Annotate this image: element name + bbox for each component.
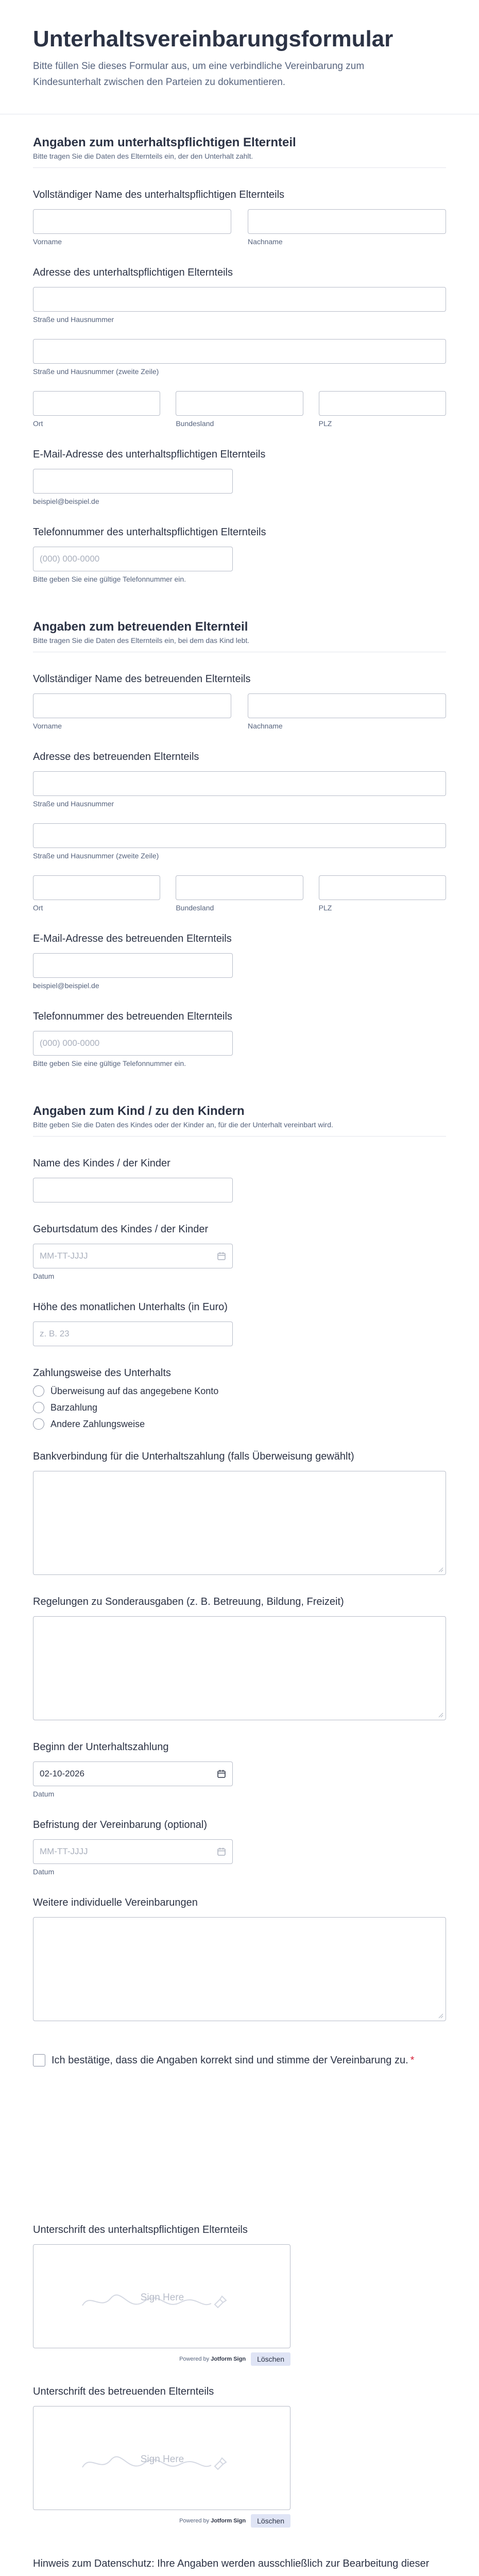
other-agreements-textarea[interactable] <box>33 1917 446 2021</box>
bank-label: Bankverbindung für die Unterhaltszahlung (falls Überweisung gewählt) <box>33 1451 354 1463</box>
payer-last-name-sublabel: Nachname <box>248 238 283 246</box>
payer-section-subtitle: Bitte tragen Sie die Daten des Elternteils ein, der den Unterhalt zahlt. <box>33 152 253 161</box>
end-date-field <box>33 1818 446 1876</box>
caregiver-section-subtitle: Bitte tragen Sie die Daten des Elternteils ein, bei dem das Kind lebt. <box>33 636 250 645</box>
payer-name-field <box>33 188 446 246</box>
payer-last-name-input[interactable] <box>248 209 446 234</box>
caregiver-address-label: Adresse des betreuenden Elternteils <box>33 751 199 763</box>
caregiver-phone-label: Telefonnummer des betreuenden Elternteils <box>33 1011 232 1023</box>
payer-signature-clear-button[interactable]: Löschen <box>251 2352 290 2366</box>
sign-here-text: Sign Here <box>140 2454 184 2465</box>
caregiver-zip-sublabel: PLZ <box>318 904 332 912</box>
payer-street2-input[interactable] <box>33 339 446 364</box>
resize-grip-icon[interactable] <box>438 2013 443 2019</box>
sign-here-placeholder <box>33 2245 291 2349</box>
powered-prefix: Powered by <box>179 2356 210 2363</box>
payer-signature-label: Unterschrift des unterhaltspflichtigen Elternteils <box>33 2224 248 2236</box>
payment-option-other[interactable] <box>33 1418 446 1430</box>
form-title: Unterhaltsvereinbarungsformular <box>33 26 394 52</box>
start-date-sublabel: Datum <box>33 1790 55 1799</box>
child-section-header <box>33 1083 446 1137</box>
caregiver-street2-sublabel: Straße und Hausnummer (zweite Zeile) <box>33 852 159 860</box>
confirm-text <box>52 2053 414 2068</box>
other-agreements-label: Weitere individuelle Vereinbarungen <box>33 1897 198 1909</box>
caregiver-city-input[interactable] <box>33 875 160 900</box>
caregiver-zip-input[interactable] <box>319 875 446 900</box>
payment-option-label: Andere Zahlungsweise <box>50 1418 145 1429</box>
form-header <box>0 0 479 114</box>
child-dob-field <box>33 1222 446 1280</box>
child-name-label: Name des Kindes / der Kinder <box>33 1158 170 1170</box>
caregiver-street2-input[interactable] <box>33 823 446 848</box>
child-name-input[interactable] <box>33 1178 233 1202</box>
child-dob-placeholder: MM-TT-JJJJ <box>40 1251 88 1261</box>
payer-section-title: Angaben zum unterhaltspflichtigen Elternteil <box>33 135 296 150</box>
caregiver-city-sublabel: Ort <box>33 904 43 912</box>
caregiver-name-field <box>33 672 446 730</box>
caregiver-phone-sublabel: Bitte geben Sie eine gültige Telefonnummer ein. <box>33 1059 186 1068</box>
caregiver-section-header <box>33 599 446 652</box>
amount-label: Höhe des monatlichen Unterhalts (in Euro) <box>33 1301 228 1313</box>
caregiver-address-field <box>33 750 446 912</box>
caregiver-first-name-sublabel: Vorname <box>33 722 62 731</box>
caregiver-street1-sublabel: Straße und Hausnummer <box>33 800 114 808</box>
resize-grip-icon[interactable] <box>438 1567 443 1572</box>
caregiver-phone-input[interactable]: (000) 000-0000 <box>33 1031 233 1056</box>
caregiver-signature-footer <box>33 2514 290 2528</box>
caregiver-email-label: E-Mail-Adresse des betreuenden Elternteils <box>33 933 232 945</box>
payer-signature-footer <box>33 2352 290 2366</box>
caregiver-last-name-input[interactable] <box>248 693 446 718</box>
start-date-field <box>33 1740 446 1798</box>
payer-first-name-input[interactable] <box>33 209 231 234</box>
bank-field <box>33 1449 446 1575</box>
radio-circle[interactable] <box>33 1418 44 1430</box>
caregiver-signature-clear-button[interactable]: Löschen <box>251 2514 290 2528</box>
caregiver-email-sublabel: beispiel@beispiel.de <box>33 981 99 990</box>
powered-brand: Jotform Sign <box>211 2518 246 2524</box>
payer-state-sublabel: Bundesland <box>176 419 214 428</box>
payer-section <box>0 114 479 583</box>
child-name-field <box>33 1156 446 1202</box>
payment-option-transfer[interactable] <box>33 1385 446 1397</box>
caregiver-email-field <box>33 931 446 990</box>
radio-circle[interactable] <box>33 1402 44 1413</box>
bank-textarea[interactable] <box>33 1471 446 1575</box>
payer-email-label: E-Mail-Adresse des unterhaltspflichtigen Elternteils <box>33 449 266 461</box>
payment-method-field <box>33 1366 446 1430</box>
powered-by-label <box>179 2518 246 2524</box>
child-dob-input[interactable] <box>33 1244 233 1268</box>
confirm-checkbox-row[interactable] <box>33 2053 446 2068</box>
caregiver-section <box>0 599 479 1067</box>
payer-signature-field <box>33 2223 446 2366</box>
radio-circle[interactable] <box>33 1385 44 1397</box>
resize-grip-icon[interactable] <box>438 1713 443 1718</box>
payer-city-sublabel: Ort <box>33 419 43 428</box>
end-date-input[interactable] <box>33 1839 233 1864</box>
payer-phone-label: Telefonnummer des unterhaltspflichtigen Elternteils <box>33 527 266 538</box>
payer-street2-sublabel: Straße und Hausnummer (zweite Zeile) <box>33 367 159 376</box>
payer-signature-pad[interactable] <box>33 2244 290 2348</box>
extra-costs-textarea[interactable] <box>33 1616 446 1720</box>
end-date-sublabel: Datum <box>33 1868 55 1876</box>
caregiver-state-input[interactable] <box>176 875 303 900</box>
caregiver-signature-label: Unterschrift des betreuenden Elternteils <box>33 2386 214 2398</box>
payment-option-cash[interactable] <box>33 1402 446 1413</box>
confirm-checkbox[interactable] <box>33 2054 45 2066</box>
child-dob-label: Geburtsdatum des Kindes / der Kinder <box>33 1224 209 1235</box>
payer-zip-sublabel: PLZ <box>318 419 332 428</box>
powered-prefix: Powered by <box>179 2518 210 2524</box>
payment-option-label: Barzahlung <box>50 1402 98 1413</box>
payer-email-input[interactable] <box>33 469 233 494</box>
child-dob-sublabel: Datum <box>33 1272 55 1281</box>
caregiver-section-title: Angaben zum betreuenden Elternteil <box>33 620 248 634</box>
caregiver-last-name-sublabel: Nachname <box>248 722 283 731</box>
payer-city-input[interactable] <box>33 391 160 416</box>
end-date-placeholder: MM-TT-JJJJ <box>40 1846 88 1857</box>
end-date-label: Befristung der Vereinbarung (optional) <box>33 1819 207 1831</box>
payer-name-label: Vollständiger Name des unterhaltspflichtigen Elternteils <box>33 189 285 201</box>
payer-section-header <box>33 114 446 168</box>
powered-by-label <box>179 2356 246 2362</box>
calendar-icon[interactable] <box>217 1769 226 1778</box>
payer-phone-input[interactable]: (000) 000-0000 <box>33 547 233 571</box>
payer-email-sublabel: beispiel@beispiel.de <box>33 497 99 506</box>
other-agreements-field <box>33 1895 446 2021</box>
child-section <box>0 1083 479 2571</box>
caregiver-email-input[interactable] <box>33 953 233 978</box>
payer-email-field <box>33 447 446 505</box>
powered-brand: Jotform Sign <box>211 2356 246 2363</box>
privacy-notice: Hinweis zum Datenschutz: Ihre Angaben werden ausschließlich zur Bearbeitung dieser <box>33 2558 430 2570</box>
caregiver-first-name-input[interactable] <box>33 693 231 718</box>
payer-zip-input[interactable] <box>319 391 446 416</box>
start-date-label: Beginn der Unterhaltszahlung <box>33 1741 169 1753</box>
form-description: Bitte füllen Sie dieses Formular aus, um eine verbindliche Vereinbarung zum Kindesunterhalt zwischen den Parteien zu dokumentieren. <box>33 61 365 88</box>
amount-field <box>33 1300 446 1346</box>
child-section-subtitle: Bitte geben Sie die Daten des Kindes oder der Kinder an, für die der Unterhalt vereinbart wird. <box>33 1121 333 1129</box>
payer-street1-input[interactable] <box>33 287 446 312</box>
start-date-input[interactable] <box>33 1761 233 1786</box>
payer-first-name-sublabel: Vorname <box>33 238 62 246</box>
payer-street1-sublabel: Straße und Hausnummer <box>33 315 114 324</box>
amount-input[interactable]: z. B. 23 <box>33 1321 233 1346</box>
caregiver-name-label: Vollständiger Name des betreuenden Elternteils <box>33 673 251 685</box>
required-mark: * <box>410 2055 415 2066</box>
extra-costs-label: Regelungen zu Sonderausgaben (z. B. Betreuung, Bildung, Freizeit) <box>33 1596 344 1608</box>
payer-address-field <box>33 265 446 428</box>
calendar-icon[interactable] <box>217 1251 226 1261</box>
payment-option-label: Überweisung auf das angegebene Konto <box>50 1385 219 1396</box>
payer-state-input[interactable] <box>176 391 303 416</box>
caregiver-state-sublabel: Bundesland <box>176 904 214 912</box>
start-date-value: 02-10-2026 <box>40 1769 84 1779</box>
caregiver-signature-field <box>33 2384 446 2528</box>
confirm-label: Ich bestätige, dass die Angaben korrekt sind und stimme der Vereinbarung zu. <box>52 2055 408 2066</box>
caregiver-phone-field <box>33 1009 446 1067</box>
caregiver-street1-input[interactable] <box>33 771 446 796</box>
extra-costs-field <box>33 1595 446 1720</box>
child-section-title: Angaben zum Kind / zu den Kindern <box>33 1104 245 1118</box>
payer-phone-sublabel: Bitte geben Sie eine gültige Telefonnummer ein. <box>33 575 186 584</box>
calendar-icon[interactable] <box>217 1847 226 1856</box>
caregiver-signature-pad[interactable] <box>33 2406 290 2510</box>
sign-here-placeholder <box>33 2406 291 2511</box>
payer-phone-field <box>33 525 446 583</box>
sign-here-text: Sign Here <box>140 2292 184 2303</box>
payment-method-label: Zahlungsweise des Unterhalts <box>33 1367 171 1379</box>
payer-address-label: Adresse des unterhaltspflichtigen Elternteils <box>33 267 233 279</box>
